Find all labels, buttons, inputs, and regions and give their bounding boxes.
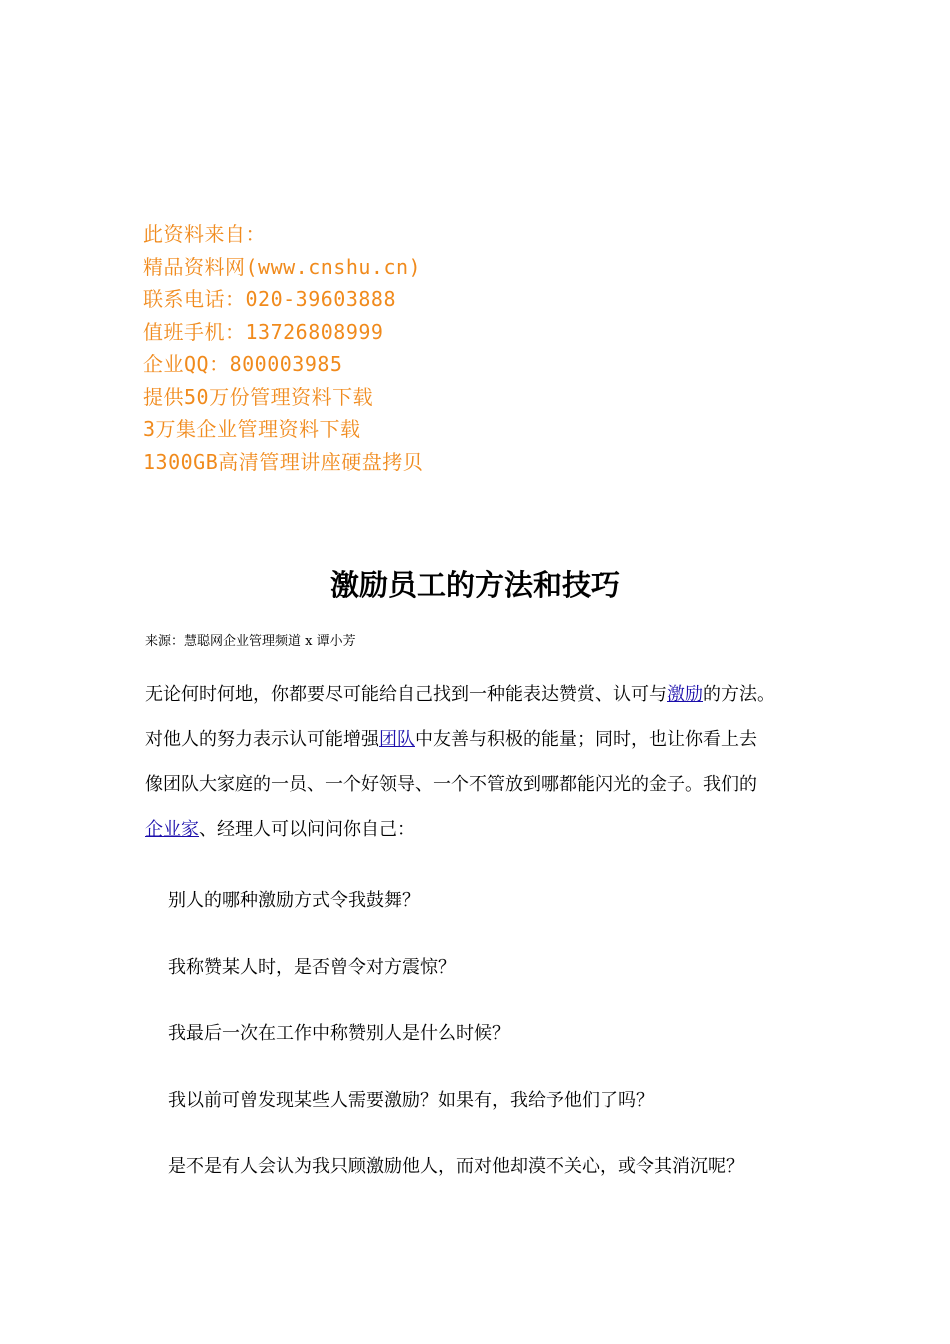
source-line-website: 精品资料网(www.cnshu.cn) bbox=[143, 254, 422, 279]
source-line-offer-lectures: 1300GB高清管理讲座硬盘拷贝 bbox=[143, 449, 424, 474]
article-intro-paragraph bbox=[145, 672, 815, 852]
source-line-phone: 联系电话：020-39603888 bbox=[143, 287, 396, 311]
source-line-mobile: 值班手机：13726808999 bbox=[143, 319, 384, 344]
intro-line-1 bbox=[145, 672, 815, 717]
source-line-offer-docs: 提供50万份管理资料下载 bbox=[143, 384, 374, 409]
question-item: 我以前可曾发现某些人需要激励？如果有，我给予他们了吗？ bbox=[168, 1089, 654, 1111]
article-title: 激励员工的方法和技巧 bbox=[329, 568, 620, 602]
source-info-block bbox=[143, 218, 703, 478]
intro-text: 、经理人可以问问你自己： bbox=[199, 819, 415, 840]
question-list bbox=[168, 868, 828, 1201]
intro-text: 无论何时何地，你都要尽可能给自己找到一种能表达赞赏、认可与 bbox=[145, 684, 667, 705]
question-item: 我最后一次在工作中称赞别人是什么时候？ bbox=[168, 1023, 510, 1044]
intro-text: 中友善与积极的能量；同时，也让你看上去 bbox=[415, 729, 757, 750]
question-item: 别人的哪种激励方式令我鼓舞？ bbox=[168, 890, 420, 911]
question-item: 是不是有人会认为我只顾激励他人，而对他却漠不关心，或令其消沉呢？ bbox=[168, 1156, 744, 1177]
intro-line-4 bbox=[145, 807, 815, 852]
link-team[interactable]: 团队 bbox=[379, 729, 415, 750]
source-line-qq: 企业QQ：800003985 bbox=[143, 352, 343, 376]
article-byline: 来源：慧聪网企业管理频道 x 谭小芳 bbox=[145, 634, 356, 649]
link-entrepreneur[interactable]: 企业家 bbox=[145, 819, 199, 840]
link-incentive[interactable]: 激励 bbox=[667, 684, 703, 705]
intro-line-2 bbox=[145, 717, 815, 762]
source-line-origin: 此资料来自： bbox=[143, 222, 266, 246]
intro-text: 的方法。 bbox=[703, 684, 775, 705]
source-line-offer-videos: 3万集企业管理资料下载 bbox=[143, 417, 361, 441]
intro-line-3: 像团队大家庭的一员、一个好领导、一个不管放到哪都能闪光的金子。我们的 bbox=[145, 774, 757, 795]
question-item: 我称赞某人时，是否曾令对方震惊？ bbox=[168, 956, 456, 978]
intro-text: 对他人的努力表示认可能增强 bbox=[145, 729, 379, 750]
